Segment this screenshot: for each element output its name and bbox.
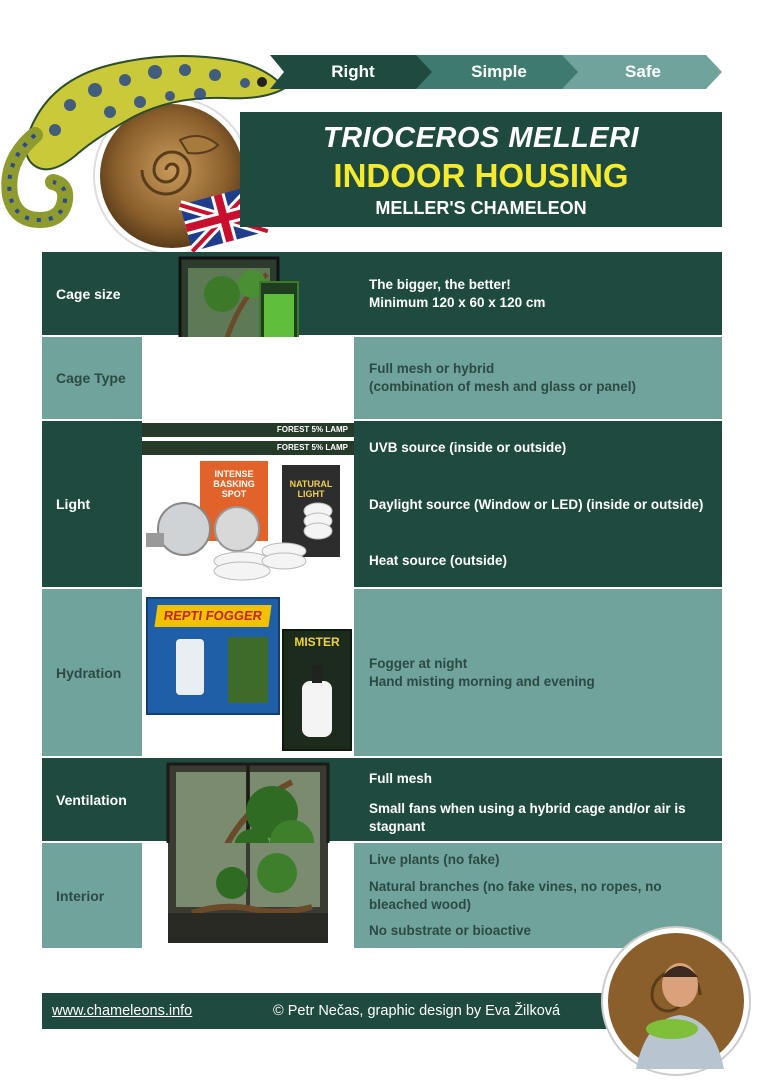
- row-description: [356, 252, 722, 335]
- desc-line: No substrate or bioactive: [369, 923, 532, 938]
- credit-text: © Petr Nečas, graphic design by Eva Žilková: [273, 1003, 561, 1019]
- fogger-label: REPTI FOGGER: [154, 605, 271, 627]
- desc-line: Heat source (outside): [369, 553, 508, 568]
- website-link[interactable]: www.chameleons.info: [52, 1003, 193, 1019]
- desc-line: (combination of mesh and glass or panel): [369, 379, 637, 394]
- footer: [42, 993, 622, 1029]
- row-cage-size: [42, 252, 722, 335]
- row-label: Light: [56, 496, 91, 512]
- row-label: Hydration: [56, 664, 122, 681]
- desc-line: UVB source (inside or outside): [369, 440, 567, 455]
- basking-spot-box: INTENSE BASKING SPOT: [200, 461, 268, 541]
- row-description: [356, 337, 722, 419]
- desc-line: Minimum 120 x 60 x 120 cm: [369, 294, 546, 310]
- row-description: [356, 421, 722, 587]
- desc-line: Live plants (no fake): [369, 852, 500, 867]
- page-title: INDOOR HOUSING: [333, 157, 629, 194]
- row-light: [42, 421, 722, 587]
- row-ventilation: [42, 758, 722, 841]
- uvb-lamp-2: FOREST 5% LAMP: [142, 441, 354, 455]
- desc-line: The bigger, the better!: [369, 276, 511, 292]
- author-portrait: [600, 925, 752, 1077]
- fogger-box: [146, 597, 280, 715]
- desc-line: Natural branches (no fake vines, no ropes, no bleached wood): [369, 879, 662, 912]
- desc-line: Small fans when using a hybrid cage and/or air is stagnant: [369, 801, 686, 834]
- desc-line: Fogger at night: [369, 655, 468, 671]
- step-right: Right: [331, 62, 375, 81]
- uvb-lamp-1: FOREST 5% LAMP: [142, 423, 354, 437]
- row-hydration: [42, 589, 722, 756]
- desc-line: Full mesh or hybrid: [369, 361, 495, 376]
- mister-box: [282, 629, 352, 751]
- row-label: Ventilation: [56, 791, 127, 808]
- step-safe: Safe: [625, 62, 661, 81]
- row-cage-type: [42, 337, 722, 419]
- row-label: Interior: [56, 887, 105, 904]
- desc-line: Daylight source (Window or LED) (inside or outside): [369, 497, 704, 512]
- cage-image: [142, 252, 354, 335]
- row-label: Cage Type: [56, 370, 126, 386]
- mesh-cage-image: [142, 758, 354, 841]
- row-description: [356, 589, 722, 756]
- row-description: [356, 758, 722, 841]
- hydration-products-image: [142, 589, 354, 756]
- step-simple: Simple: [471, 62, 527, 81]
- desc-line: Hand misting morning and evening: [369, 673, 595, 689]
- mister-label: MISTER: [294, 635, 340, 649]
- natural-light-box: NATURAL LIGHT: [282, 465, 340, 557]
- common-name: MELLER'S CHAMELEON: [375, 198, 587, 218]
- light-products-image: [142, 421, 354, 587]
- mesh-cage-lower: [142, 843, 354, 948]
- species-title: TRIOCEROS MELLERI: [322, 122, 640, 154]
- desc-line: Full mesh: [369, 771, 433, 786]
- cage-type-image-area: [142, 337, 354, 419]
- title-block: [240, 112, 722, 227]
- row-label: Cage size: [56, 285, 121, 302]
